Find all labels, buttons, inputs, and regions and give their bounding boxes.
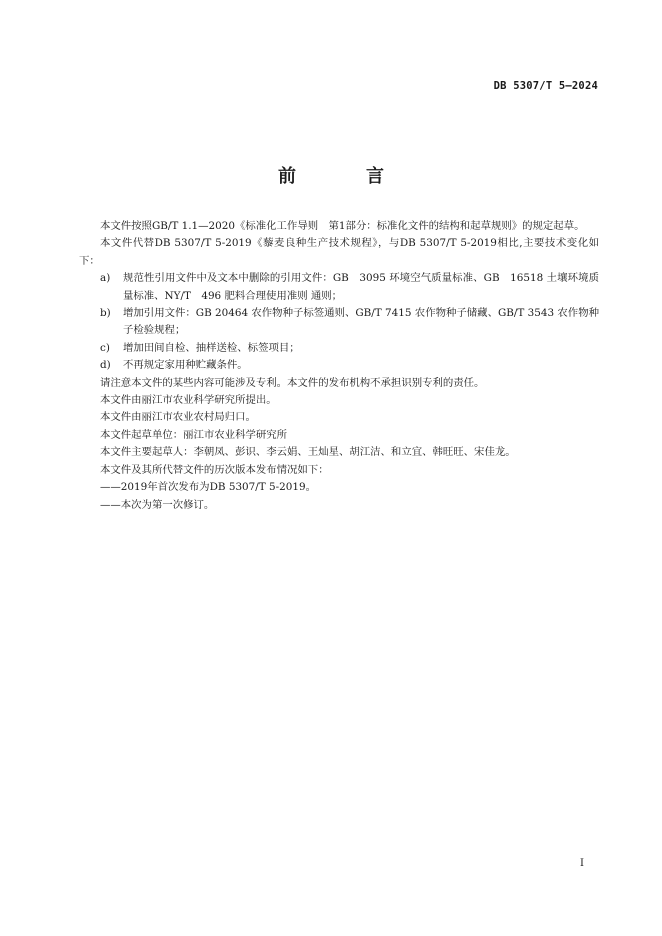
paragraph-drafters: 本文件主要起草人：李朝凤、彭识、李云娟、王灿星、胡江洁、和立宜、韩旺旺、宋佳龙。 (100, 446, 516, 459)
document-code: DB 5307/T 5—2024 (493, 80, 598, 92)
list-item (79, 270, 599, 305)
list-item-text: 增加田间自检、抽样送检、标签项目； (123, 341, 300, 354)
paragraph-replacement: 本文件代替DB 5307/T 5-2019《藜麦良种生产技术规程》，与DB 5307/T 5-2019相比,主要技术变化如下： (79, 237, 599, 267)
list-item-label: b) (100, 307, 111, 320)
list-item (79, 340, 599, 357)
foreword-body (79, 218, 599, 514)
paragraph-history-intro: 本文件及其所代替文件的历次版本发布情况如下： (100, 463, 329, 476)
paragraph-proposer: 本文件由丽江市农业科学研究所提出。 (100, 394, 277, 407)
list-item-text: 不再规定家用种贮藏条件。 (123, 359, 248, 372)
page-number: I (580, 858, 584, 869)
list-item-label: c) (100, 341, 110, 354)
list-item-label: d) (100, 359, 111, 372)
list-item (79, 357, 599, 374)
history-entry: ——2019年首次发布为DB 5307/T 5-2019。 (100, 481, 316, 494)
list-item-label: a) (100, 272, 111, 285)
paragraph-drafting-basis: 本文件按照GB/T 1.1—2020《标准化工作导则 第1部分：标准化文件的结构和起草规则》的规定起草。 (100, 220, 585, 232)
list-item (79, 305, 599, 340)
list-item-text: 增加引用文件：GB 20464 农作物种子标签通则、GB/T 7415 农作物种子储藏、GB/T 3543 农作物种子检验规程； (123, 307, 599, 337)
paragraph-administrator: 本文件由丽江市农业农村局归口。 (100, 411, 256, 424)
paragraph-drafting-unit: 本文件起草单位：丽江市农业科学研究所 (100, 428, 288, 441)
history-entry: ——本次为第一次修订。 (100, 498, 215, 511)
page-title: 前 言 (278, 166, 410, 187)
paragraph-patent: 请注意本文件的某些内容可能涉及专利。本文件的发布机构不承担识别专利的责任。 (100, 376, 485, 389)
list-item-text: 规范性引用文件中及文本中删除的引用文件：GB 3095 环境空气质量标准、GB 16518 土壤环境质量标准、NY/T 496 肥料合理使用准则 通则； (123, 272, 599, 302)
